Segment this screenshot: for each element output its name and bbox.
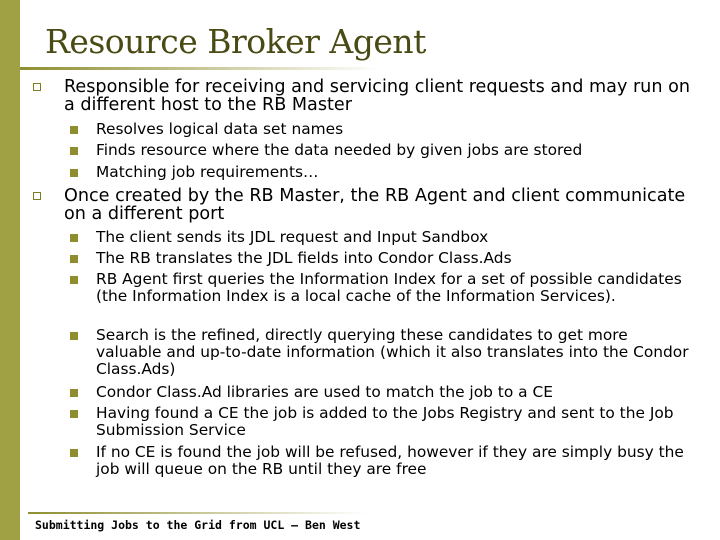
filled-square-bullet-icon <box>70 276 78 284</box>
sub-bullet-text: Resolves logical data set names <box>96 120 344 138</box>
filled-square-bullet-icon <box>70 389 78 397</box>
filled-square-bullet-icon <box>70 234 78 242</box>
filled-square-bullet-icon <box>70 255 78 263</box>
sub-bullet <box>96 229 696 246</box>
sub-bullet <box>96 271 696 305</box>
sub-bullet-text: Finds resource where the data needed by given jobs are stored <box>96 141 583 159</box>
filled-square-bullet-icon <box>70 126 78 134</box>
sub-bullet-text: Search is the refined, directly querying these candidates to get more valuable and up-to-date information (which it also translates into the Condor Class.Ads) <box>96 326 689 378</box>
square-bullet-icon <box>33 83 41 91</box>
slide-footer: Submitting Jobs to the Grid from UCL – Ben West <box>35 518 361 532</box>
bullet-text: Once created by the RB Master, the RB Agent and client communicate on a different port <box>64 186 686 224</box>
sub-bullet <box>96 250 696 267</box>
bullet-point-1 <box>64 78 704 114</box>
sub-bullet-text: Matching job requirements… <box>96 163 319 181</box>
filled-square-bullet-icon <box>70 169 78 177</box>
square-bullet-icon <box>33 192 41 200</box>
filled-square-bullet-icon <box>70 449 78 457</box>
sub-bullet-text: The client sends its JDL request and Input Sandbox <box>96 228 489 246</box>
filled-square-bullet-icon <box>70 147 78 155</box>
sub-bullet-text: Condor Class.Ad libraries are used to match the job to a CE <box>96 383 553 401</box>
filled-square-bullet-icon <box>70 410 78 418</box>
slide-title: Resource Broker Agent <box>45 22 426 61</box>
footer-divider <box>28 512 368 514</box>
sub-bullet <box>96 405 696 439</box>
sub-bullet-text: RB Agent first queries the Information Index for a set of possible candidates (the Information Index is a local cache of the Information Services). <box>96 270 682 305</box>
filled-square-bullet-icon <box>70 332 78 340</box>
sub-bullet-text: The RB translates the JDL fields into Condor Class.Ads <box>96 249 512 267</box>
sub-bullet-text: If no CE is found the job will be refused, however if they are simply busy the job will queue on the RB until they are free <box>96 443 684 478</box>
bullet-point-2 <box>64 187 704 223</box>
bullet-text: Responsible for receiving and servicing client requests and may run on a different host to the RB Master <box>64 77 690 115</box>
sub-bullet-text: Having found a CE the job is added to the Jobs Registry and sent to the Job Submission Service <box>96 404 674 439</box>
sub-bullet <box>96 142 696 159</box>
sub-bullet <box>96 121 696 138</box>
title-underline <box>20 67 380 70</box>
sub-bullet <box>96 164 696 181</box>
sub-bullet <box>96 327 696 378</box>
left-accent-bar <box>0 0 20 540</box>
sub-bullet <box>96 444 696 478</box>
sub-bullet <box>96 384 696 401</box>
